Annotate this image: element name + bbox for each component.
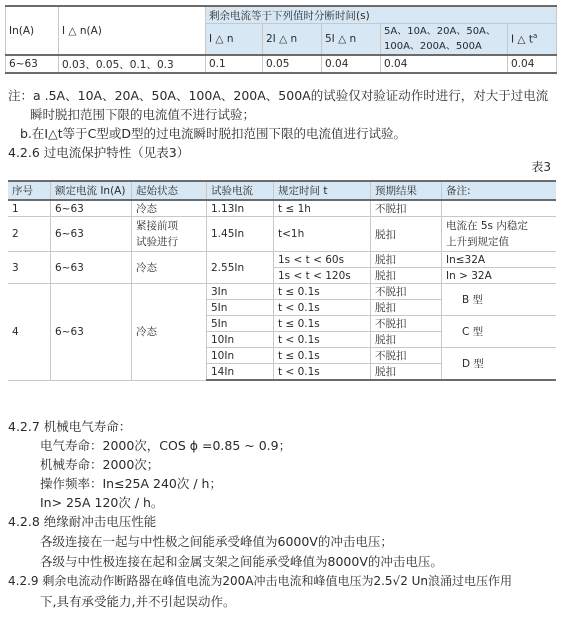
electrical-life: 电气寿命：2000次，COS ϕ =0.85 ~ 0.9； <box>40 438 292 453</box>
insulation-2: 各级与中性极连接在起和金属支架之间能承受峰值为8000V的冲击电压。 <box>40 554 443 569</box>
table-row: 4 6~63 冷态 3In t ≤ 0.1s 不脱扣 B 型 <box>8 284 556 300</box>
section-427: 4.2.7 机械电气寿命： <box>8 419 132 434</box>
header-idn: I △ n(A) <box>59 6 206 55</box>
table-row: 1s < t < 120s 脱扣 In > 32A <box>8 268 556 284</box>
operation-freq-2: In> 25A 120次 / h。 <box>40 495 164 510</box>
insulation-1: 各级连接在一起与中性极之间能承受峰值为6000V的冲击电压； <box>40 534 393 549</box>
table-row: 5In t ≤ 0.1s 不脱扣 C 型 <box>8 316 556 332</box>
cell: 0.04 <box>381 55 508 73</box>
table-row: 3 6~63 冷态 2.55In 1s < t < 60s 脱扣 In≤32A <box>8 252 556 268</box>
group-header: 剩余电流等于下列值时分断时间(s) <box>206 6 557 24</box>
th: 额定电流 In(A) <box>51 181 132 200</box>
table-row: 5In t < 0.1s 脱扣 <box>8 300 556 316</box>
section-428: 4.2.8 绝缘耐冲击电压性能 <box>8 514 157 529</box>
header-in: In(A) <box>6 6 59 55</box>
table-label: 表3 <box>531 160 551 174</box>
section-heading-426: 4.2.6 过电流保护特性（见表3） <box>8 145 190 160</box>
cell: 6~63 <box>6 55 59 73</box>
th: 序号 <box>8 181 51 200</box>
th: 备注: <box>442 181 557 200</box>
section-429-cont: 下,具有承受能力,并不引起误动作。 <box>40 594 236 609</box>
table-row: 1 6~63 冷态 1.13In t ≤ 1h 不脱扣 <box>8 200 556 217</box>
cell: 0.04 <box>322 55 381 73</box>
operation-freq: 操作频率：In≤25A 240次 / h； <box>40 476 222 491</box>
sub-4: 5A、10A、20A、50A、 100A、200A、500A <box>381 24 508 56</box>
table-row: 2 6~63 紧接前项 试验进行 1.45In t<1h 脱扣 电流在 5s 内稳定 上升到规定值 <box>8 217 556 252</box>
sub-2: 2I △ n <box>263 24 322 56</box>
sub-1: I △ n <box>206 24 263 56</box>
th: 起始状态 <box>132 181 207 200</box>
note-b: b.在I△t等于C型或D型的过电流瞬时脱扣范围下限的电流值进行试验。 <box>20 126 406 141</box>
cell: 0.03、0.05、0.1、0.3 <box>59 55 206 73</box>
breaking-time-table <box>5 5 557 74</box>
overcurrent-table <box>8 180 556 381</box>
section-429: 4.2.9 剩余电流动作断路器在峰值电流为200A冲击电流和峰值电压为2.5√2 Un浪涌过电压作用 <box>8 574 513 588</box>
note-a-cont: 瞬时脱扣范围下限的电流值不进行试验； <box>30 107 256 122</box>
cell: 0.1 <box>206 55 263 73</box>
th: 试验电流 <box>207 181 274 200</box>
sub-3: 5I △ n <box>322 24 381 56</box>
cell: 0.04 <box>508 55 557 73</box>
sub-5: I △ $t^a$ <box>508 24 557 56</box>
table-row: 10In t ≤ 0.1s 不脱扣 D 型 <box>8 348 556 364</box>
table-row: 10In t < 0.1s 脱扣 <box>8 332 556 348</box>
th: 规定时间 t <box>274 181 371 200</box>
th: 预期结果 <box>371 181 442 200</box>
table-row: 14In t < 0.1s 脱扣 <box>8 364 556 381</box>
mechanical-life: 机械寿命：2000次； <box>40 457 160 472</box>
cell: 0.05 <box>263 55 322 73</box>
note-a: 注：a .5A、10A、20A、50A、100A、200A、500A的试验仅对验证动作时进行，对大于过电流 <box>8 88 549 103</box>
table-header-row <box>8 181 556 200</box>
